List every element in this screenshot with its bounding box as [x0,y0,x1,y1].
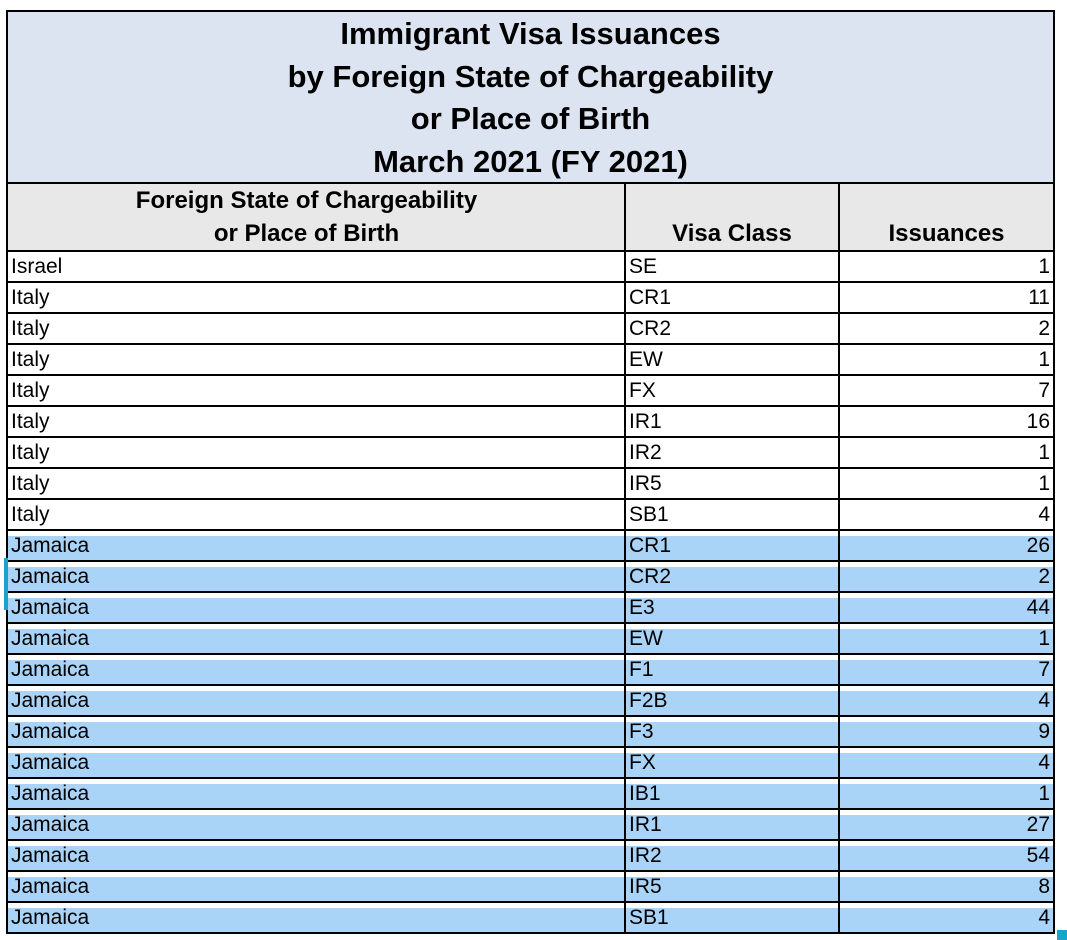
cell-country[interactable]: Jamaica [8,685,625,716]
cell-country[interactable]: Jamaica [8,716,625,747]
cell-country[interactable]: Italy [8,437,625,468]
table-row[interactable] [8,778,1053,809]
cell-issuances[interactable]: 4 [839,902,1053,933]
cell-country[interactable]: Jamaica [8,530,625,561]
cell-visa-class[interactable]: IR5 [625,871,839,902]
visa-issuance-table-sheet [6,10,1055,934]
cell-visa-class[interactable]: EW [625,344,839,375]
table-row[interactable] [8,747,1053,778]
title-line-1: Immigrant Visa Issuances [340,16,721,51]
cell-visa-class[interactable]: FX [625,375,839,406]
cell-issuances[interactable]: 1 [839,251,1053,282]
cell-issuances[interactable]: 1 [839,437,1053,468]
cell-visa-class[interactable]: E3 [625,592,839,623]
table-row[interactable] [8,561,1053,592]
cell-issuances[interactable]: 1 [839,623,1053,654]
cell-country[interactable]: Italy [8,468,625,499]
table-row[interactable] [8,437,1053,468]
cell-issuances[interactable]: 9 [839,716,1053,747]
table-row[interactable] [8,716,1053,747]
cell-issuances[interactable]: 2 [839,313,1053,344]
cell-visa-class[interactable]: IR5 [625,468,839,499]
cell-country[interactable]: Jamaica [8,561,625,592]
cell-visa-class[interactable]: CR1 [625,282,839,313]
cell-country[interactable]: Jamaica [8,623,625,654]
table-row[interactable] [8,375,1053,406]
selection-handle-end[interactable] [1057,930,1067,940]
cell-issuances[interactable]: 7 [839,654,1053,685]
table-row[interactable] [8,902,1053,933]
cell-issuances[interactable]: 7 [839,375,1053,406]
cell-visa-class[interactable]: F3 [625,716,839,747]
cell-issuances[interactable]: 2 [839,561,1053,592]
column-header-country-line2: or Place of Birth [213,220,400,247]
cell-issuances[interactable]: 4 [839,499,1053,530]
table-row[interactable] [8,344,1053,375]
column-header-issuances[interactable]: Issuances [839,184,1053,251]
cell-visa-class[interactable]: SB1 [625,499,839,530]
cell-country[interactable]: Jamaica [8,902,625,933]
title-line-4: March 2021 (FY 2021) [373,143,688,179]
cell-issuances[interactable]: 8 [839,871,1053,902]
cell-issuances[interactable]: 11 [839,282,1053,313]
cell-visa-class[interactable]: IR2 [625,437,839,468]
issuance-table [8,184,1053,934]
table-row[interactable] [8,282,1053,313]
cell-country[interactable]: Italy [8,344,625,375]
cell-issuances[interactable]: 26 [839,530,1053,561]
cell-country[interactable]: Jamaica [8,871,625,902]
selection-handle-start[interactable] [4,558,8,610]
cell-visa-class[interactable]: CR2 [625,561,839,592]
cell-visa-class[interactable]: F1 [625,654,839,685]
cell-country[interactable]: Israel [8,251,625,282]
cell-issuances[interactable]: 4 [839,685,1053,716]
cell-country[interactable]: Jamaica [8,747,625,778]
table-row[interactable] [8,530,1053,561]
cell-visa-class[interactable]: CR2 [625,313,839,344]
cell-issuances[interactable]: 54 [839,840,1053,871]
column-header-country[interactable] [8,184,625,251]
cell-visa-class[interactable]: SE [625,251,839,282]
cell-country[interactable]: Italy [8,282,625,313]
table-row[interactable] [8,592,1053,623]
cell-issuances[interactable]: 44 [839,592,1053,623]
cell-visa-class[interactable]: IR1 [625,406,839,437]
table-row[interactable] [8,809,1053,840]
cell-visa-class[interactable]: FX [625,747,839,778]
cell-country[interactable]: Jamaica [8,654,625,685]
table-title [8,12,1053,184]
table-row[interactable] [8,623,1053,654]
cell-visa-class[interactable]: IR1 [625,809,839,840]
column-header-visa-class[interactable]: Visa Class [625,184,839,251]
cell-issuances[interactable]: 27 [839,809,1053,840]
title-line-2: by Foreign State of Chargeability [287,58,774,94]
cell-visa-class[interactable]: IR2 [625,840,839,871]
cell-country[interactable]: Jamaica [8,809,625,840]
table-row[interactable] [8,468,1053,499]
table-row[interactable] [8,840,1053,871]
table-header-row [8,184,1053,251]
cell-issuances[interactable]: 1 [839,468,1053,499]
table-row[interactable] [8,251,1053,282]
cell-issuances[interactable]: 4 [839,747,1053,778]
cell-country[interactable]: Italy [8,406,625,437]
cell-country[interactable]: Jamaica [8,840,625,871]
table-row[interactable] [8,313,1053,344]
cell-country[interactable]: Italy [8,499,625,530]
cell-country[interactable]: Italy [8,375,625,406]
table-row[interactable] [8,499,1053,530]
cell-issuances[interactable]: 1 [839,778,1053,809]
cell-visa-class[interactable]: EW [625,623,839,654]
cell-issuances[interactable]: 16 [839,406,1053,437]
cell-visa-class[interactable]: IB1 [625,778,839,809]
table-row[interactable] [8,406,1053,437]
cell-visa-class[interactable]: SB1 [625,902,839,933]
cell-country[interactable]: Italy [8,313,625,344]
table-row[interactable] [8,871,1053,902]
cell-country[interactable]: Jamaica [8,592,625,623]
table-row[interactable] [8,685,1053,716]
column-header-country-line1: Foreign State of Chargeability [135,187,478,214]
table-row[interactable] [8,654,1053,685]
cell-country[interactable]: Jamaica [8,778,625,809]
cell-visa-class[interactable]: F2B [625,685,839,716]
title-line-3: or Place of Birth [410,101,651,136]
cell-issuances[interactable]: 1 [839,344,1053,375]
cell-visa-class[interactable]: CR1 [625,530,839,561]
